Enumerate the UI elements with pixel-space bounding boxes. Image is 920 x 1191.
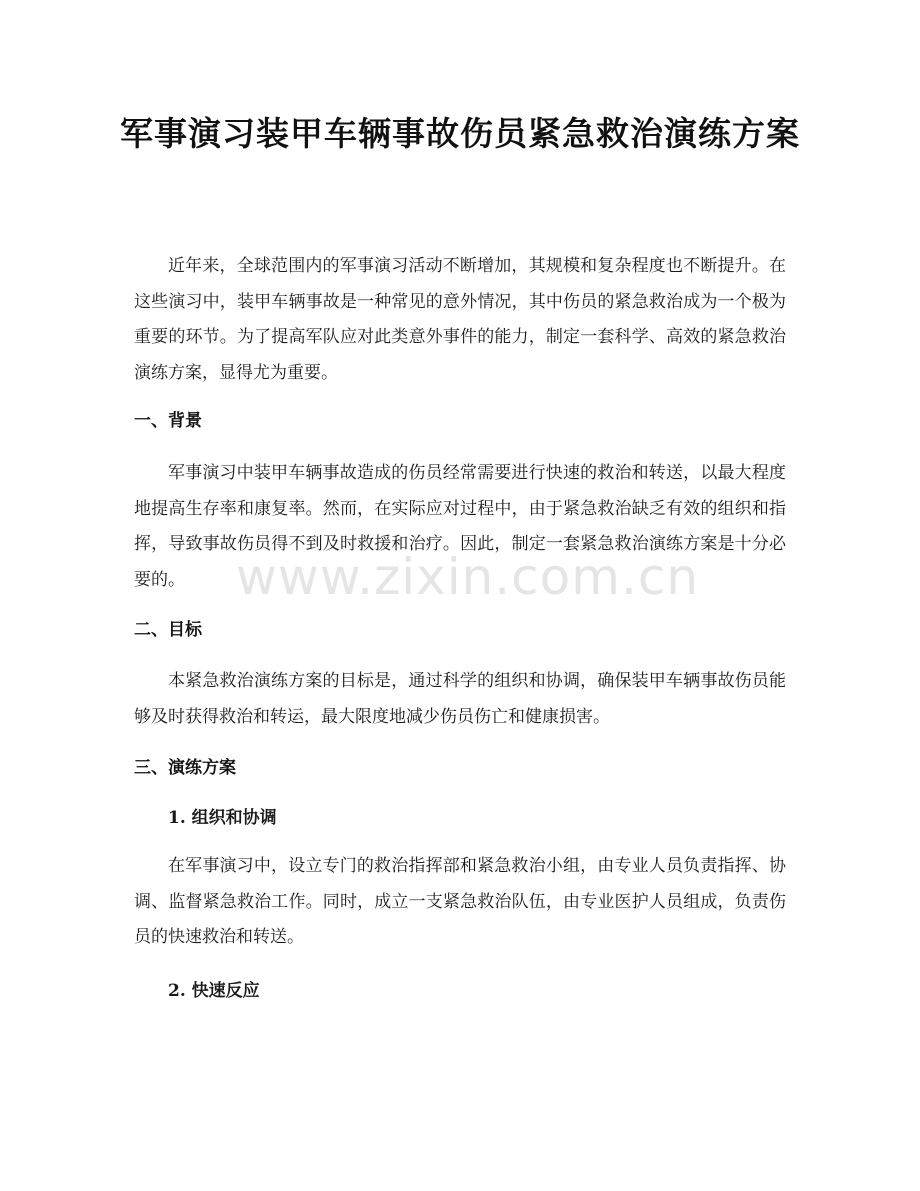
- section-heading-goal: 二、目标: [134, 620, 202, 640]
- document-title: 军事演习装甲车辆事故伤员紧急救治演练方案: [120, 114, 800, 153]
- subsection-title-organization: 1. 组织和协调: [168, 808, 277, 828]
- organization-paragraph: 在军事演习中，设立专门的救治指挥部和紧急救治小组，由专业人员负责指挥、协调、监督紧急救治工作。同时，成立一支紧急救治队伍，由专业医护人员组成，负责伤员的快速救治和转送。: [134, 856, 786, 947]
- watermark: www.zixin.com.cn: [236, 548, 700, 606]
- goal-paragraph: 本紧急救治演练方案的目标是，通过科学的组织和协调，确保装甲车辆事故伤员能够及时获得救治和转运，最大限度地减少伤员伤亡和健康损害。: [134, 671, 786, 727]
- subsection-title-rapid-response: 2. 快速反应: [168, 981, 260, 1001]
- section-heading-plan: 三、演练方案: [134, 758, 236, 778]
- background-paragraph: 军事演习中装甲车辆事故造成的伤员经常需要进行快速的救治和转送，以最大程度地提高生存率和康复率。然而，在实际应对过程中，由于紧急救治缺乏有效的组织和指挥，导致事故伤员得不到及时救援和治疗。因此，制定一套紧急救治演练方案是十分必要的。: [134, 463, 786, 590]
- intro-paragraph: 近年来，全球范围内的军事演习活动不断增加，其规模和复杂程度也不断提升。在这些演习中，装甲车辆事故是一种常见的意外情况，其中伤员的紧急救治成为一个极为重要的环节。为了提高军队应对此类意外事件的能力，制定一套科学、高效的紧急救治演练方案，显得尤为重要。: [134, 256, 786, 383]
- section-heading-background: 一、背景: [134, 411, 202, 431]
